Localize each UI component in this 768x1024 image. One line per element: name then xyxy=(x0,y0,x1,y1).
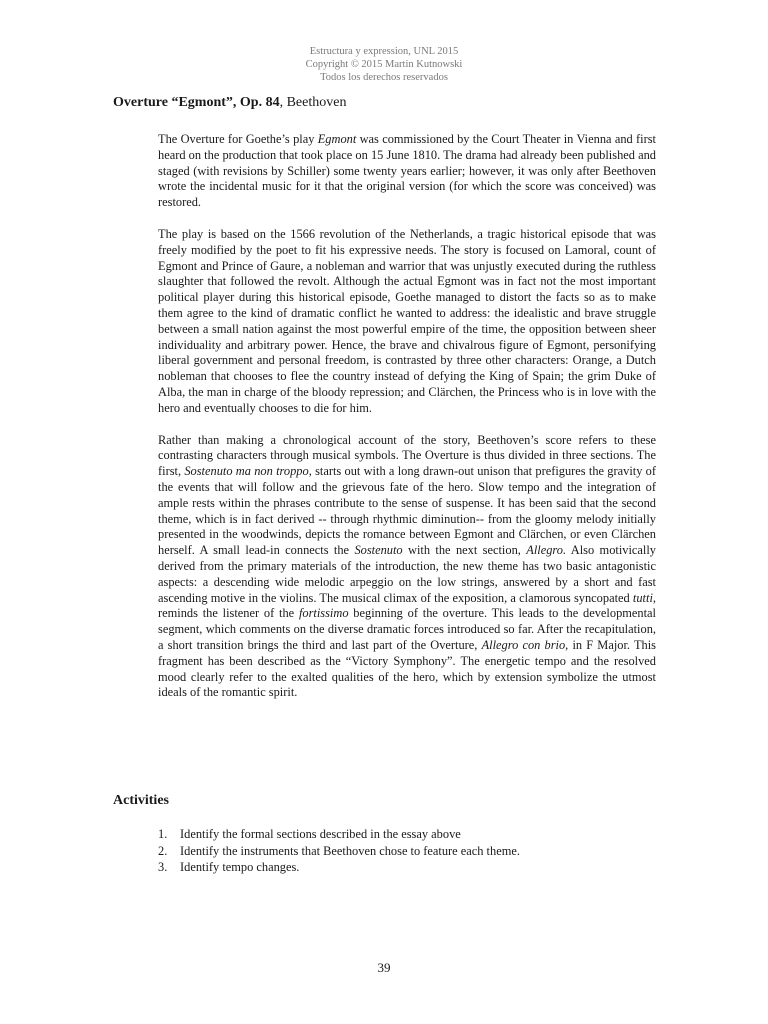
paragraph-3-text: , in F Major. This fragment has been described as the “Victory Symphony”. The energetic tempo and the resolved mood clearly refer to the exalted qualities of the hero, which by extension symbolize the utmost ideals of the romantic spirit. xyxy=(158,637,656,700)
list-item xyxy=(158,843,656,860)
page-number: 39 xyxy=(377,960,391,975)
list-item-text: Identify the instruments that Beethoven chose to feature each theme. xyxy=(180,843,520,858)
header-copyright-line: Copyright © 2015 Martin Kutnowski xyxy=(305,59,463,70)
list-item-number: 3. xyxy=(158,860,168,874)
essay-body xyxy=(158,132,656,717)
paragraph-2-text: The play is based on the 1566 revolution of the Netherlands, a tragic historical episode that was freely modified by the poet to fit his expressive needs. The story is focused on Lamoral, count of Egmont and Prince of Gaure, a nobleman and warrior that was unjustly executed during the ruthless slaughter that followed the revolt. Although the actual Egmont was in fact not the most important political player during this historical episode, Goethe managed to distort the facts so as to make them agree to the kind of dramatic conflict he wanted to address: the idealistic and brave struggle between a small nation against the most powerful empire of the time, the opposition between sheer individuality and arbitrary power. Hence, the brave and chivalrous figure of Egmont, personifying liberal government and personal freedom, is contrasted by three other characters: Orange, a Dutch nobleman that chooses to flee the country instead of defying the King of Spain; the grim Duke of Alba, the man in charge of the bloody repression; and Clärchen, the Princess who is in love with the hero and eventually chooses to die for him. xyxy=(158,226,656,415)
activities-list xyxy=(158,826,656,876)
title-separator: , xyxy=(279,95,287,110)
header-rights-line: Todos los derechos reservados xyxy=(320,72,448,83)
paragraph-1-text: The Overture for Goethe’s play xyxy=(158,132,318,146)
paragraph-2 xyxy=(158,227,656,417)
paragraph-3-emphasis: Allegro. xyxy=(526,543,567,558)
paragraph-3-emphasis: Allegro con brio xyxy=(481,637,566,652)
title-composer: Beethoven xyxy=(286,95,347,110)
paragraph-3-emphasis: tutti xyxy=(632,590,653,605)
activities-heading: Activities xyxy=(113,793,169,808)
header-course-line: Estructura y expression, UNL 2015 xyxy=(309,46,459,57)
paragraph-3-emphasis: Sostenuto xyxy=(354,543,403,558)
paragraph-3-emphasis: Sostenuto ma non troppo xyxy=(184,464,309,479)
list-item-text: Identify tempo changes. xyxy=(180,860,300,874)
paragraph-3-text: beginning of the overture. This leads to the developmental segment, which comments on the diverse dramatic forces introduced so far. After the recapitulation, a short transition brings the third and last part of the Overture, xyxy=(158,606,656,652)
paragraph-1-text: was commissioned by the Court Theater in Vienna and first heard on the production that took place on 15 June 1810. The drama had already been published and staged (with revisions by Schiller) some twenty years earlier; however, it was only after Beethoven wrote the incidental music for it that the original version (for which the score was conceived) was restored. xyxy=(158,132,656,210)
list-item-text: Identify the formal sections described in the essay above xyxy=(180,827,461,841)
paragraph-3-text: Rather than making a chronological account of the story, Beethoven’s score refers to these contrasting characters through musical symbols. The Overture is thus divided in three sections. The first, xyxy=(158,432,656,479)
list-item-number: 1. xyxy=(158,827,168,841)
paragraph-3-text: Also motivically derived from the primary materials of the introduction, the new theme has two basic antagonistic aspects: a descending wide melodic arpeggio on the low strings, answered by a short and fast ascending motive in the violins. The musical climax of the exposition, a clamorous syncopated xyxy=(158,543,656,605)
paragraph-3 xyxy=(158,433,656,702)
paragraph-3-emphasis: fortissimo xyxy=(298,606,349,621)
list-item-number: 2. xyxy=(158,843,168,858)
page-title xyxy=(113,94,346,112)
list-item xyxy=(158,859,656,876)
paragraph-3-text: , reminds the listener of the xyxy=(158,590,656,621)
paragraph-1 xyxy=(158,132,656,211)
paragraph-1-emphasis: Egmont xyxy=(317,132,357,146)
paragraph-3-text: with the next section, xyxy=(402,543,527,558)
title-work: Overture “Egmont”, Op. 84 xyxy=(113,95,280,110)
list-item xyxy=(158,826,656,843)
page-header xyxy=(0,45,768,84)
paragraph-3-text: , starts out with a long drawn-out unison that prefigures the gravity of the events that will follow and the grievous fate of the hero. Slow tempo and the integration of ample rests within the phrases contribute to the sense of suspense. It has been said that the second theme, which is in fact derived -- through rhythmic diminution-- from the gloomy melody initially presented in the woodwinds, depicts the romance between Egmont and Clärchen, or even Clärchen herself. A small lead-in connects the xyxy=(158,464,657,558)
